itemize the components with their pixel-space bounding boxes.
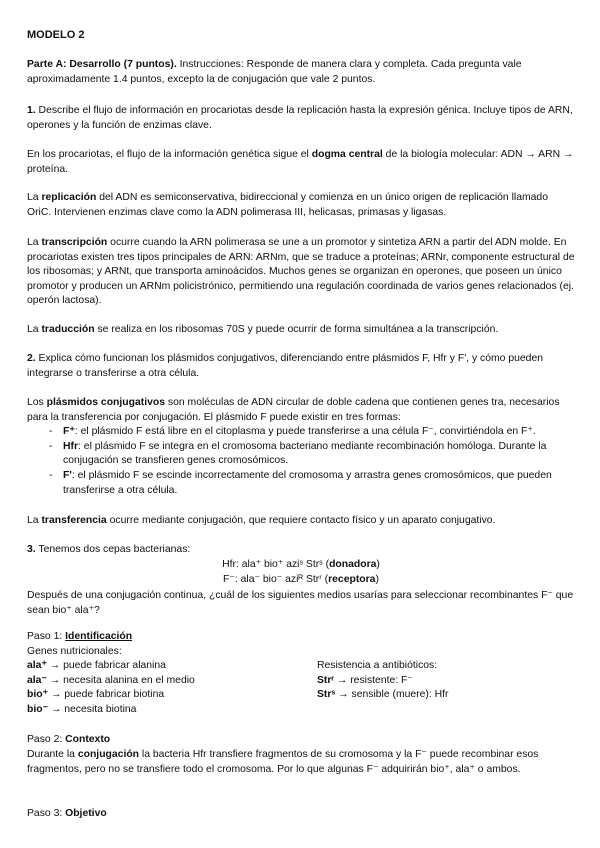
q2-paragraph-plasmids: Los plásmidos conjugativos son moléculas de ADN circular de doble cadena que contienen genes tra, necesarios para la transferencia por conjugación. El plásmido F puede existir en tres formas: - F⁺: el plásmido F está libre en el citoplasma y puede transferirse a una célula F⁻, convirtiéndola en F⁺. - Hfr: el plásmido F se integra en el cromosoma bacteriano mediante recombinación homóloga. Durante la conjugación se transfieren genes cromosómicos. - F': el plásmido F se escinde incorrectamente del cromosoma y arrastra genes cromosómicos, que pueden transferirse a otra célula. [27,396,575,498]
part-a-label: Parte A: Desarrollo (7 puntos). [27,59,177,70]
step-2-context: Durante la conjugación la bacteria Hfr transfiere fragmentos de su cromosoma y la F⁻ puede recombinar esos fragmentos, pero no se transfiere todo el cromosoma. Por lo que algunas F⁻ adquirirán bio⁺, ala⁺ o ambos. [27,749,539,775]
nutritional-genes-list [27,659,317,717]
question-2: 2. Explica cómo funcionan los plásmidos conjugativos, diferenciando entre plásmidos F, Hfr y F', y cómo pueden integrarse o transferirse a otra célula. [27,353,544,379]
genes-resistance-columns [27,659,575,717]
list-item: ala⁻ → necesita alanina en el medio [27,674,195,686]
strain-donor: Hfr: ala⁺ bio⁺ aziˢ Strˢ (donadora) [222,559,380,570]
list-item: ala⁺ → puede fabricar alanina [27,660,166,671]
step-3-heading: Paso 3: Objetivo [27,808,107,819]
list-item: bio⁻ → necesita biotina [27,703,137,715]
list-item: Strʳ → resistente: F⁻ [317,674,413,686]
list-item: - Hfr: el plásmido F se integra en el cromosoma bacteriano mediante recombinación homóloga. Durante la conjugación se transfieren genes cromosómicos. [27,440,575,469]
question-3: 3. Tenemos dos cepas bacterianas: [27,544,191,555]
q1-paragraph-dogma: En los procariotas, el flujo de la información genética sigue el dogma central de la biología molecular: ADN → ARN → proteína. [27,149,574,175]
list-item: Strˢ → sensible (muere): Hfr [317,689,449,701]
list-item: - F⁺: el plásmido F está libre en el citoplasma y puede transferirse a una célula F⁻, convirtiéndola en F⁺. [27,425,575,440]
resistance-title: Resistencia a antibióticos: [317,660,438,671]
q1-paragraph-transcription: La transcripción ocurre cuando la ARN polimerasa se une a un promotor y sintetiza ARN a partir del ADN molde. En procariotas existen tres tipos principales de ARN: ARNm, que se traduce a proteínas; ARNr, componente estructural de los ribosomas; y ARNt, que transporta aminoácidos. Muchos genes se organizan en operones, que poseen un único promotor y producen un ARNm policistrónico, permitiendo una regulación coordinada de varios genes relacionados (ej. operón lactosa). [27,237,575,307]
step-1-heading: Paso 1: Identificación [27,631,133,642]
plasmid-forms-list [27,425,575,498]
list-item: bio⁺ → puede fabricar biotina [27,689,165,701]
bacterial-strains [27,558,575,587]
step-2-heading: Paso 2: Contexto [27,734,111,745]
q1-paragraph-translation: La traducción se realiza en los ribosomas 70S y puede ocurrir de forma simultánea a la transcripción. [27,324,499,335]
list-item: - F': el plásmido F se escinde incorrectamente del cromosoma y arrastra genes cromosómicos, que pueden transferirse a otra célula. [27,469,575,498]
antibiotic-resistance-list [317,659,567,717]
q1-paragraph-replication: La replicación del ADN es semiconservativa, bidireccional y comienza en un único origen de replicación llamado OriC. Intervienen enzimas clave como la ADN polimerasa III, helicasas, primasas y ligasas. [27,192,548,218]
genes-title: Genes nutricionales: [27,646,122,657]
document-title: MODELO 2 [27,29,85,41]
strain-recipient: F⁻: ala⁻ bio⁻ aziᴿ Strʳ (receptora) [223,573,379,585]
question-1: 1. Describe el flujo de información en procariotas desde la replicación hasta la expresión génica. Incluye tipos de ARN, operones y la función de enzimas clave. [27,105,573,131]
q3-question: Después de una conjugación continua, ¿cuál de los siguientes medios usarías para seleccionar recombinantes F⁻ que sean bio⁺ ala⁺? [27,590,574,616]
q2-paragraph-transfer: La transferencia ocurre mediante conjugación, que requiere contacto físico y un aparato conjugativo. [27,515,496,526]
part-a-instructions: Parte A: Desarrollo (7 puntos). Instrucciones: Responde de manera clara y completa. Cada pregunta vale aproximadamente 1.4 puntos, excepto la de conjugación que vale 2 puntos. [27,59,522,85]
